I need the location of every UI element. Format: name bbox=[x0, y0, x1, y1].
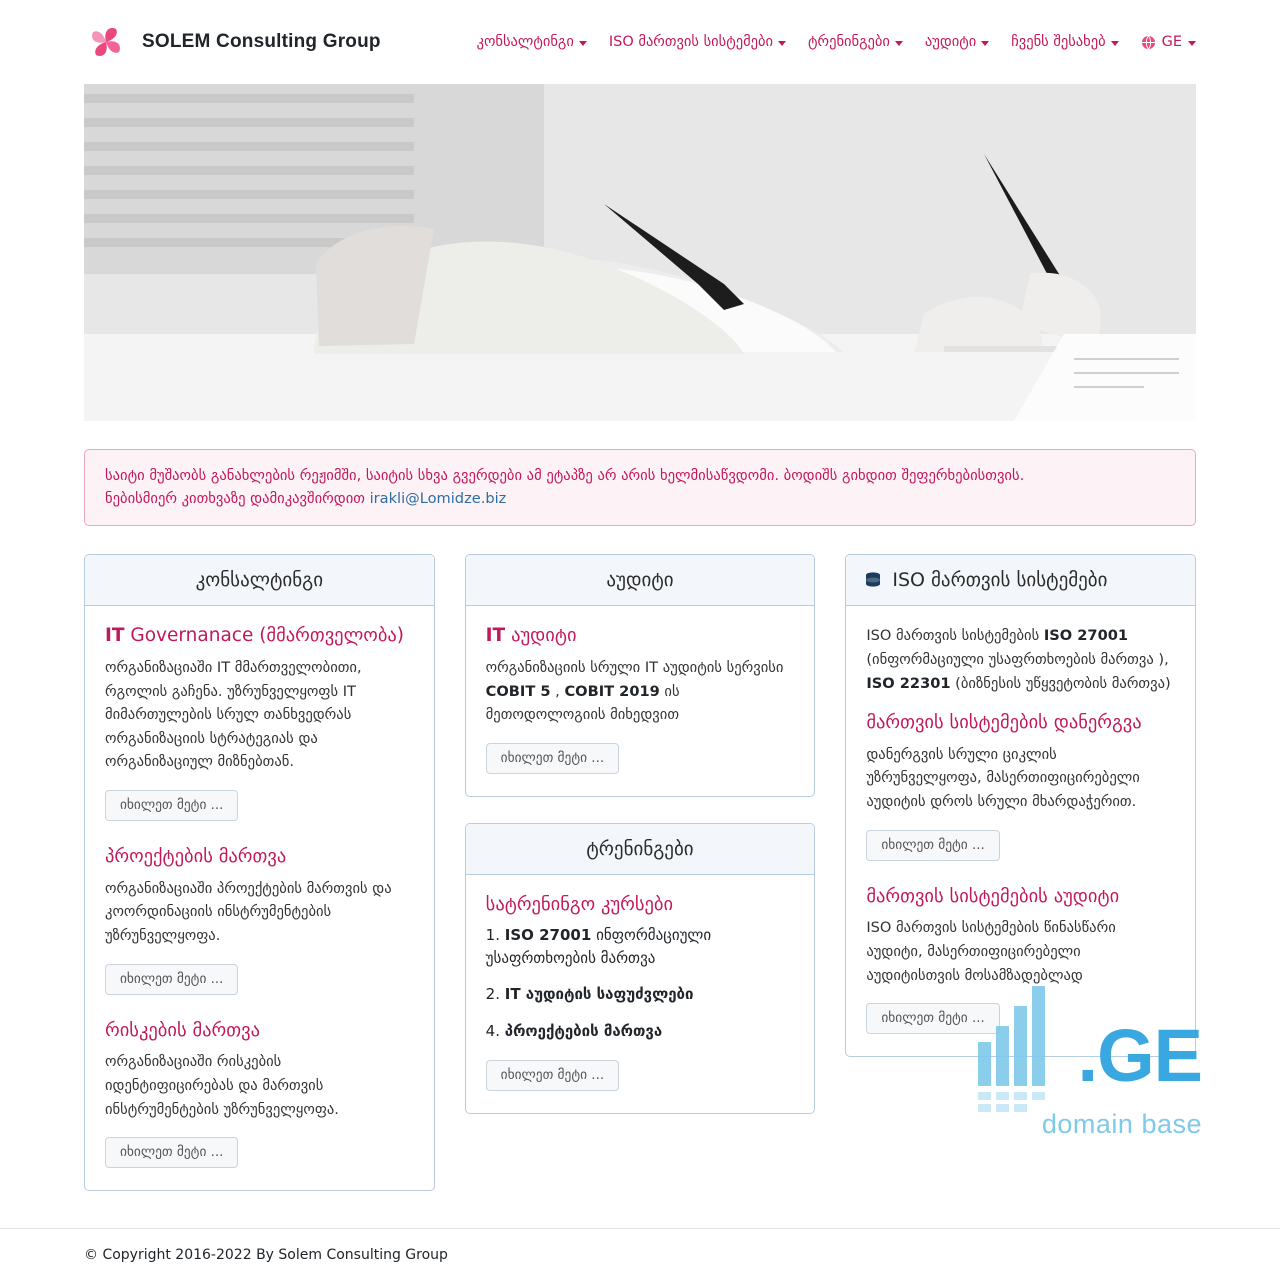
list-item[interactable] bbox=[486, 983, 795, 1006]
read-more-button[interactable]: იხილეთ მეტი ... bbox=[486, 743, 619, 774]
trainings-section-title: სატრენინგო კურსები bbox=[485, 893, 674, 915]
course-code: პროექტების მართვა bbox=[504, 1021, 663, 1040]
nav-item-trainings[interactable] bbox=[808, 34, 903, 50]
main-nav bbox=[477, 34, 1196, 50]
block-it-governance bbox=[105, 624, 414, 821]
card-consulting-body bbox=[85, 606, 434, 1190]
content-columns bbox=[84, 554, 1196, 1191]
block-iso-audit bbox=[866, 885, 1175, 1035]
chevron-down-icon bbox=[579, 41, 587, 46]
chevron-down-icon bbox=[981, 41, 989, 46]
card-trainings-title: ტრენინგები bbox=[466, 824, 815, 875]
watermark-subtitle: domain base bbox=[1041, 1109, 1202, 1139]
block-title bbox=[105, 845, 414, 869]
card-audit-title: აუდიტი bbox=[466, 555, 815, 606]
chevron-down-icon bbox=[778, 41, 786, 46]
block-text: ორგანიზაციაში რისკების იდენტიფიცირებას და მართვის ინსტრუმენტების უზრუნველყოფა. bbox=[105, 1053, 339, 1118]
text-bold-iso22301: ISO 22301 bbox=[866, 674, 951, 692]
chevron-down-icon bbox=[1188, 41, 1196, 46]
read-more-button[interactable]: იხილეთ მეტი ... bbox=[866, 830, 999, 861]
hero-banner bbox=[84, 84, 1196, 421]
read-more-button[interactable]: იხილეთ მეტი ... bbox=[105, 790, 238, 821]
watermark-dot: . bbox=[1077, 1014, 1098, 1097]
block-title-bold: IT bbox=[485, 625, 506, 647]
notice-line-2 bbox=[105, 488, 1175, 511]
text-bold-cobit2019: COBIT 2019 bbox=[564, 682, 660, 700]
site-header bbox=[0, 0, 1280, 84]
block-project-management bbox=[105, 845, 414, 995]
block-title-rest: პროექტების მართვა bbox=[105, 846, 287, 868]
course-code: IT აუდიტის საფუძვლები bbox=[504, 985, 694, 1004]
card-trainings bbox=[465, 823, 816, 1115]
site-notice bbox=[84, 449, 1196, 526]
column-consulting bbox=[84, 554, 435, 1191]
notice-line-1: საიტი მუშაობს განახლების რეჟიმში, საიტის სხვა გვერდები ამ ეტაპზე არ არის ხელმისაწვდომი. ბოდიშს გიხდით შეფერხებისთვის. bbox=[105, 467, 1025, 484]
language-label: GE bbox=[1161, 34, 1182, 50]
block-text: ორგანიზაციაში პროექტების მართვის და კოორდინაციის ინსტრუმენტების უზრუნველყოფა. bbox=[105, 879, 392, 945]
contact-email-link[interactable]: irakli@Lomidze.biz bbox=[369, 489, 507, 507]
block-iso-implementation bbox=[866, 711, 1175, 861]
read-more-button[interactable]: იხილეთ მეტი ... bbox=[486, 1060, 619, 1091]
card-iso bbox=[845, 554, 1196, 1057]
card-consulting bbox=[84, 554, 435, 1191]
block-title: მართვის სისტემების დანერგვა bbox=[866, 712, 1142, 734]
chevron-down-icon bbox=[895, 41, 903, 46]
course-rest: ინფორმაციული უსაფრთხოების მართვა bbox=[485, 926, 712, 967]
column-audit-trainings bbox=[465, 554, 816, 1114]
nav-label: ტრენინგები bbox=[808, 34, 890, 50]
text-bold-cobit5: COBIT 5 bbox=[485, 682, 551, 700]
chevron-down-icon bbox=[1111, 41, 1119, 46]
card-audit bbox=[465, 554, 816, 797]
text-bold-iso27001: ISO 27001 bbox=[1043, 627, 1129, 645]
block-text: ორგანიზაციაში IT მმართველობითი, რგოლის გაჩენა. უზრუნველყოფს IT მიმართულების სრულ თანხვედრას ორგანიზაციის სტრატეგიას და ორგანიზაციულ მიზნებთან. bbox=[105, 658, 362, 771]
text-part-2: (ინფორმაციული უსაფრთხოების მართვა ), bbox=[866, 650, 1169, 668]
text-part-1: ISO მართვის სისტემების bbox=[866, 627, 1044, 645]
language-selector[interactable] bbox=[1141, 34, 1196, 50]
course-number: 2. bbox=[485, 985, 500, 1004]
nav-item-about[interactable] bbox=[1011, 34, 1118, 50]
pinwheel-logo-icon bbox=[84, 20, 128, 64]
course-number: 4. bbox=[485, 1021, 500, 1040]
block-title-rest: აუდიტი bbox=[505, 625, 577, 647]
text-part-1: ორგანიზაციის სრული IT აუდიტის სერვისი bbox=[485, 658, 784, 676]
hero-illustration bbox=[84, 84, 1196, 421]
block-title: მართვის სისტემების აუდიტი bbox=[866, 885, 1120, 907]
nav-item-consulting[interactable] bbox=[477, 34, 587, 50]
block-title bbox=[105, 1019, 414, 1043]
card-trainings-body bbox=[466, 875, 815, 1114]
read-more-button[interactable]: იხილეთ მეტი ... bbox=[866, 1003, 999, 1034]
notice-line-2-prefix: ნებისმიერ კითხვაზე დამიკავშირდით bbox=[105, 489, 370, 507]
text-part-2: , bbox=[550, 682, 565, 700]
nav-label: კონსალტინგი bbox=[476, 34, 574, 50]
database-icon bbox=[864, 571, 882, 589]
read-more-button[interactable]: იხილეთ მეტი ... bbox=[105, 964, 238, 995]
site-footer bbox=[0, 1228, 1280, 1280]
block-text bbox=[486, 656, 795, 727]
block-title bbox=[486, 624, 795, 648]
course-code: ISO 27001 bbox=[504, 926, 592, 945]
nav-item-iso[interactable] bbox=[609, 34, 786, 50]
column-iso bbox=[845, 554, 1196, 1057]
globe-icon bbox=[1141, 35, 1156, 50]
brand-name: SOLEM Consulting Group bbox=[142, 31, 381, 52]
watermark-ge: GE bbox=[1097, 1014, 1202, 1097]
card-consulting-title: კონსალტინგი bbox=[85, 555, 434, 606]
card-iso-header bbox=[846, 555, 1195, 606]
block-title-bold: IT bbox=[105, 625, 125, 647]
card-iso-body bbox=[846, 606, 1195, 1056]
text-part-3: (ბიზნესის უწყვეტობის მართვა) bbox=[950, 674, 1171, 692]
block-risk-management bbox=[105, 1019, 414, 1169]
block-text: დანერგვის სრული ციკლის უზრუნველყოფა, მასერთიფიცირებელი აუდიტის დროს სრული მხარდაჭერით. bbox=[866, 745, 1140, 811]
nav-label: აუდიტი bbox=[924, 34, 977, 50]
nav-label: ISO მართვის სისტემები bbox=[608, 34, 774, 50]
text-part-3: ის მეთოდოლოგიის მიხედვით bbox=[485, 682, 680, 724]
nav-label: ჩვენს შესახებ bbox=[1011, 34, 1106, 50]
nav-item-audit[interactable] bbox=[925, 34, 989, 50]
list-item[interactable] bbox=[486, 924, 795, 969]
course-number: 1. bbox=[485, 926, 500, 945]
iso-intro-text bbox=[866, 624, 1175, 695]
brand[interactable] bbox=[84, 20, 381, 64]
card-iso-title: ISO მართვის სისტემები bbox=[892, 569, 1108, 592]
copyright-text: © Copyright 2016-2022 By Solem Consulting Group bbox=[84, 1246, 448, 1263]
read-more-button[interactable]: იხილეთ მეტი ... bbox=[105, 1137, 238, 1168]
card-audit-body bbox=[466, 606, 815, 796]
block-title-rest: რისკების მართვა bbox=[105, 1019, 260, 1041]
block-title bbox=[105, 624, 414, 648]
list-item[interactable] bbox=[486, 1020, 795, 1043]
course-list bbox=[486, 924, 795, 1042]
block-title-rest: Governanace (მმართველობა) bbox=[124, 625, 405, 647]
block-text: ISO მართვის სისტემების წინასწარი აუდიტი, მასერთიფიცირებელი აუდიტისთვის მოსამზადებლად bbox=[866, 919, 1116, 984]
